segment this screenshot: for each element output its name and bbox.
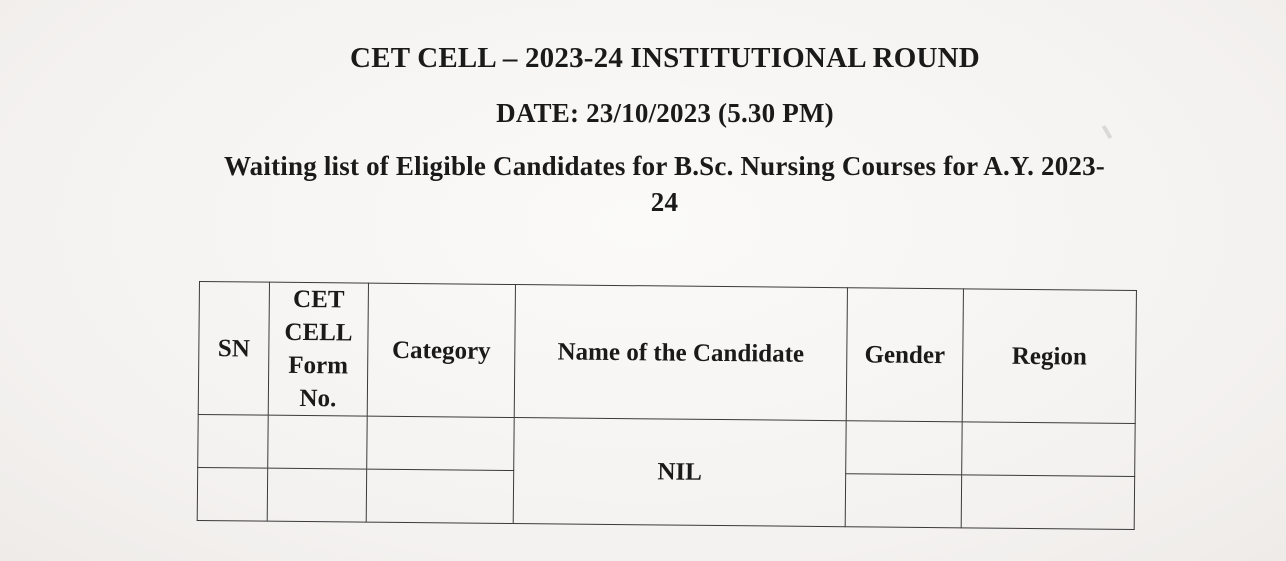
table-cell [961,475,1135,530]
table-cell [197,467,268,521]
column-header-gender: Gender [846,288,963,422]
header-title: CET CELL – 2023-24 INSTITUTIONAL ROUND [350,42,980,74]
table-cell [366,469,514,523]
table-row [198,414,1135,476]
column-header-region: Region [962,289,1136,424]
column-header-form-no-text: CET CELL Form No. [284,285,353,413]
column-header-category: Category [367,283,515,417]
table-header-row [198,282,1136,424]
table-cell [198,414,269,468]
table-cell [268,415,368,469]
table-cell [267,468,367,522]
table-cell [962,422,1136,477]
column-header-name: Name of the Candidate [514,285,847,421]
table-cell [846,421,963,475]
header-subtitle: Waiting list of Eligible Candidates for B.Sc. Nursing Courses for A.Y. 2023-24 [223,151,1106,217]
nil-cell: NIL [513,418,846,527]
column-header-form-no [268,282,368,416]
waiting-list-table [197,281,1137,530]
column-header-sn: SN [198,282,269,416]
header-date: DATE: 23/10/2023 (5.30 PM) [496,98,834,128]
table-cell [367,416,515,470]
table-cell [845,474,962,528]
